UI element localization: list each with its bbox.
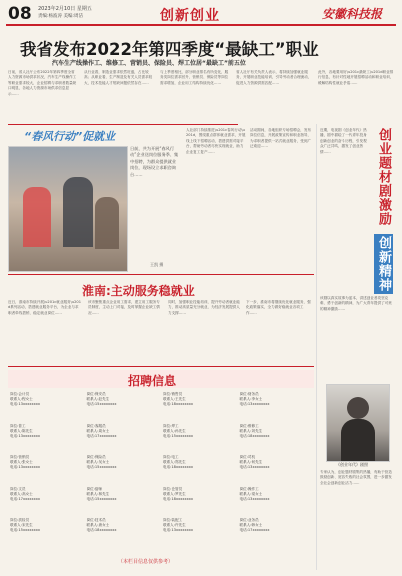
side-heading-2: 创新精神 xyxy=(376,236,391,292)
main-subheadline: 汽车生产线操作工、维修工、营销员、保险员、焊工位居“最缺工”前五位 xyxy=(52,60,246,67)
main-body-col-2: 从行业看，制造业需求依然旺盛，占比较高；从职业看，生产制造及有关人员需求较大，技术技能人才短缺问题依然存在…… xyxy=(84,70,153,85)
secondary-body-col-1: 近日，淮南市持续开展\u201c就业服务\u201d系列活动，搭建就业服务平台，为企业与求职者牵线搭桥，稳定就业岗位…… xyxy=(8,300,81,315)
drama-still-caption: 《创业年代》剧照 xyxy=(336,462,368,467)
photo-story-headline: “春风行动”促就业 xyxy=(24,130,116,143)
drama-still-photo xyxy=(326,384,390,462)
middle-body-col-2: 活动期间，各地组织专场招聘会，发布岗位信息，开展政策宣传和职业指导，为求职者提供一站式就业服务，受到广泛欢迎…… xyxy=(250,128,312,149)
side-body-col-1: 近期，电视剧《创业年代》热播，剧中描绘了一代青年投身创新创业的奋斗历程，引发观众广泛共鸣，激发了创业热情…… xyxy=(320,128,367,154)
main-body-col-5: 此外，各地要用好\u201c最缺工\u201d职业排行信息，有针对性地开展招聘活动和职业培训，缓解结构性就业矛盾…… xyxy=(318,70,394,85)
side-heading-1: 创业题材剧激励 xyxy=(376,128,391,226)
editor-line: 责编:杨波涛 美编:周洁 xyxy=(38,14,83,19)
secondary-story-rule xyxy=(8,274,314,275)
photo-story-rule xyxy=(8,124,238,125)
side-body-col-2: 该剧以真实故事为蓝本，讲述创业者攻坚克难、勇于创新的精神，为广大青年提供了可贵的精神激励…… xyxy=(320,296,392,311)
secondary-body-col-4: 下一步，淮南市将继续优化就业服务，强化政策落实，全力做好稳就业各项工作…… xyxy=(246,300,311,315)
main-body-col-4: 省人社厅有关负责人表示，将持续加强就业服务，开展职业技能培训，引导劳动者合理流动，促进人力资源供需匹配…… xyxy=(236,70,312,85)
main-body-col-3: 与上季度相比，部分职业排名有所变化，服务类岗位需求回升，营销员、保险员等岗位需求增加，企业用工结构持续优化…… xyxy=(160,70,229,85)
job-fair-photo xyxy=(8,146,128,272)
main-body-col-1: 日前，省人社厅公布2022年第四季度全省人力资源市场供求状况，汽车生产线操作工等职业需求较大，企业招聘与求职者数量缺口明显，各地人力资源市场供求信息显示…… xyxy=(8,70,77,96)
masthead-rule xyxy=(6,24,396,26)
right-column-divider xyxy=(316,124,317,570)
section-title: 创新创业 xyxy=(160,8,220,24)
photo-story-caption: 日前，共为开展“春风行动”企业送岗位服务季、集中招聘，为群众提供就业岗位，现场设立求职咨询台…… xyxy=(130,146,179,177)
middle-body-col-1: 人社部门持续推进\u201c春风行动\u201d，围绕重点群体就业需求，开展线上线下招聘活动，搭建供需对接平台，帮助劳动者尽快实现就业，助力企业复工复产…… xyxy=(186,128,246,154)
page-number: 08 xyxy=(8,4,32,24)
recruitment-heading: 招聘信息 xyxy=(128,374,177,388)
date-line: 2023年2月10日 星期五 xyxy=(38,6,92,12)
recruitment-rule xyxy=(8,366,314,367)
main-headline: 我省发布2022年第四季度“最缺工”职业 xyxy=(20,40,319,59)
secondary-body-col-2: 该市聚焦重点企业用工需求，建立用工服务专员制度，主动上门对接，及时掌握企业缺工情况…… xyxy=(88,300,160,315)
recruitment-grid: 岗位:会计员 联系人:程女士 电话:13xxxxxxxx 岗位:保安员 联系人:赵先生 电话:15xxxxxxxx 岗位:销售员 联系人:王先生 电话:18xxxxxxxx 岗位:财务员 联系人:李女士 电话:13xxxxxxxx 岗位:普工 联系人:陈先生 电话:13xxxxxxxx 岗位:客服员 联系人:周女士 电话:17xxxxxxxx 岗位:焊工 联系人:孙先生 电话:15xxxxxxxx 岗位:维修工 联系人:刘先生 电话:18xxxxxxxx 岗位:营销员 联系人:张女士 电话:13xxxxxxxx 岗位:保险员 联系人:吴女士 电话:15xxxxxxxx 岗位:电工 联系人:郑先生 电话:18xxxxxxxx 岗位:司机 联系人:何先生 电话:13xxxxxxxx 岗位:文员 联系人:高女士 电话:17xxxxxxxx 岗位:厨师 联系人:林先生 电话:15xxxxxxxx 岗位:仓管员 联系人:罗先生 电话:18xxxxxxxx 岗位:操作工 联系人:梁女士 电话:13xxxxxxxx 岗位:质检员 联系人:宋先生 电话:15xxxxxxxx 岗位:技术员 联系人:唐女士 电话:18xxxxxxxx 岗位:装配工 联系人:许先生 电话:13xxxxxxxx 岗位:业务员 联系人:韩女士 电话:17xxxxxxxx xyxy=(10,392,270,533)
recruitment-footer: （本栏目信息仅供参考） xyxy=(118,559,174,565)
secondary-story-headline: 淮南:主动服务稳就业 xyxy=(82,284,195,298)
side-body-col-3: 专家认为，创业题材剧集的热播，有助于营造鼓励创新、宽容失败的社会氛围，进一步激发全社会创新创业活力…… xyxy=(320,470,392,485)
paper-name: 安徽科技报 xyxy=(322,7,383,21)
photo-story-credit: 王凯 摄 xyxy=(150,262,164,267)
secondary-body-col-3: 同时，加强职业技能培训，提升劳动者就业能力，推动高质量充分就业，为经济发展提供人力支撑…… xyxy=(168,300,240,315)
